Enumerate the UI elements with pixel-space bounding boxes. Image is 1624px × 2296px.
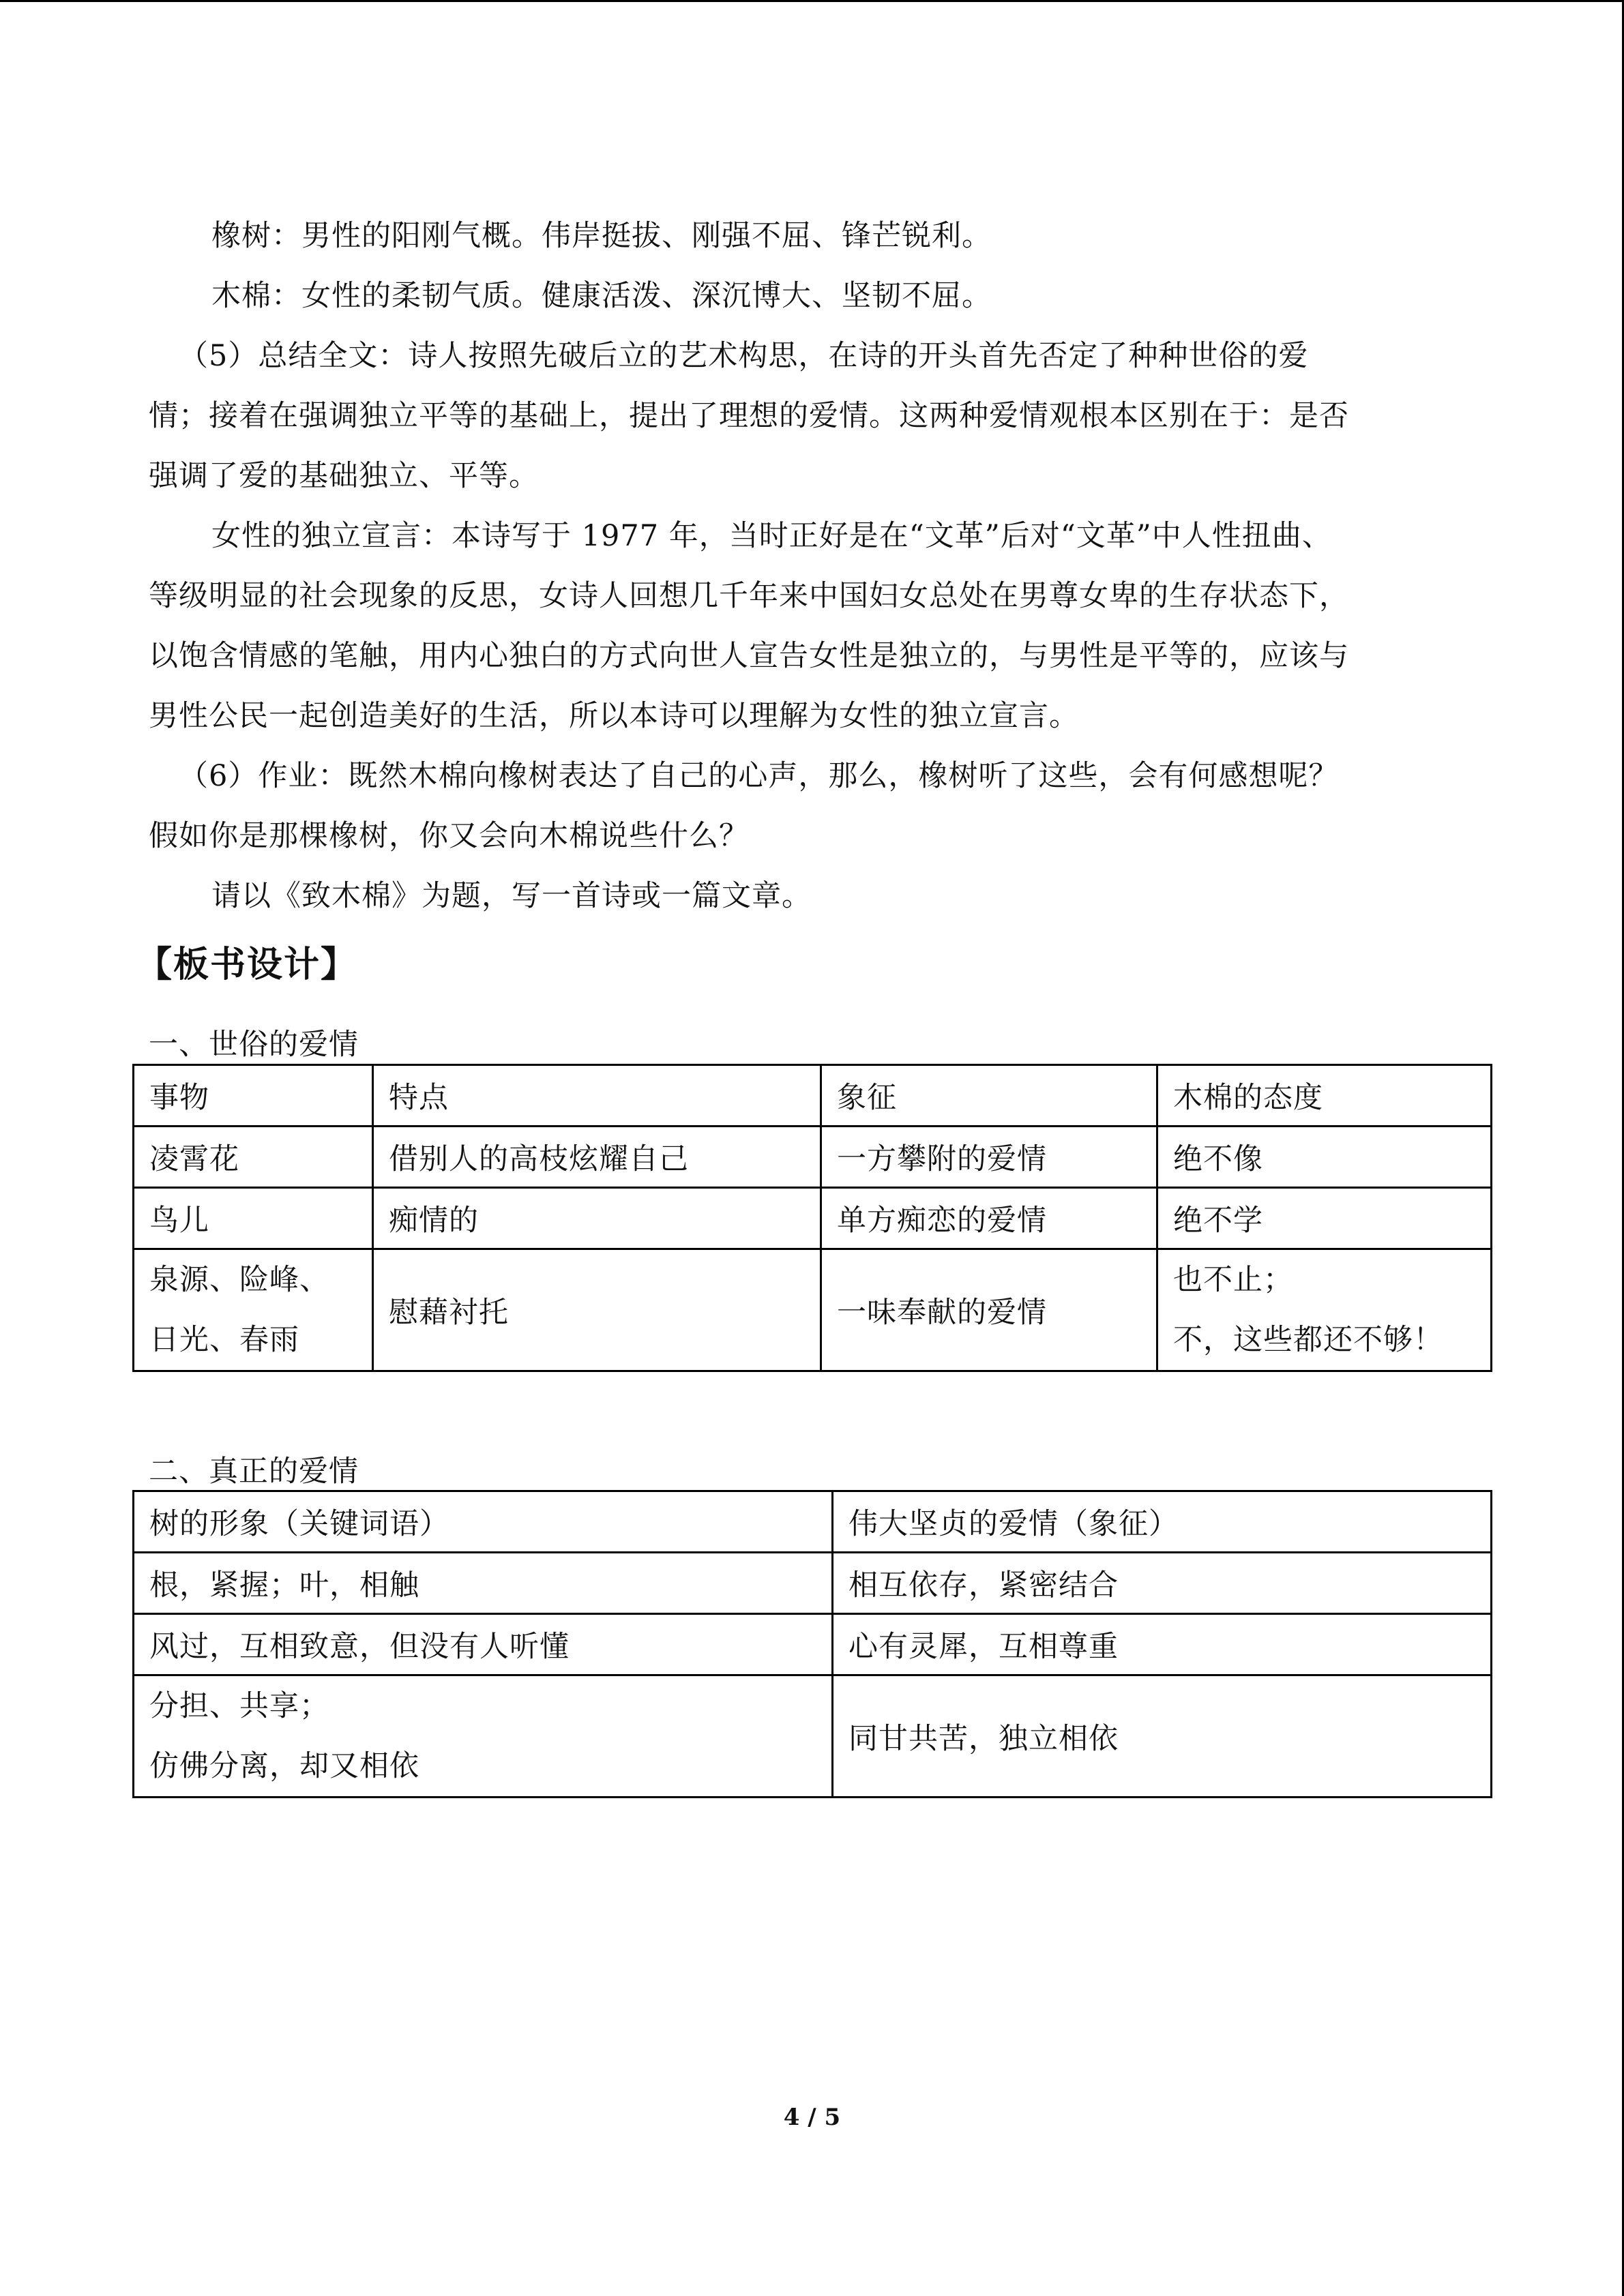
table1-caption: 一、世俗的爱情 <box>149 1028 359 1062</box>
table-cell: 同甘共苦，独立相依 <box>833 1675 1492 1798</box>
table-header-cell: 木棉的态度 <box>1157 1065 1492 1127</box>
table-cell: 一味奉献的爱情 <box>821 1249 1157 1371</box>
table-row <box>134 1127 1492 1188</box>
table-cell: 根，紧握；叶，相触 <box>134 1553 833 1614</box>
cell-line: 仿佛分离，却又相依 <box>149 1749 419 1783</box>
table-row <box>134 1065 1492 1127</box>
table-header-cell: 树的形象（关键词语） <box>134 1491 833 1553</box>
table-row <box>134 1675 1492 1798</box>
table-cell: 慰藉衬托 <box>373 1249 821 1371</box>
section-heading-blackboard-design: 【板书设计】 <box>136 944 358 985</box>
table2-caption: 二、真正的爱情 <box>149 1455 359 1489</box>
page-number: 4 / 5 <box>783 2104 841 2131</box>
table-cell <box>134 1249 373 1371</box>
paragraph-declaration-line4: 男性公民一起创造美好的生活，所以本诗可以理解为女性的独立宣言。 <box>149 699 1079 733</box>
paragraph-declaration-line3: 以饱含情感的笔触，用内心独白的方式向世人宣告女性是独立的，与男性是平等的，应该与 <box>149 639 1349 673</box>
cell-line: 泉源、险峰、 <box>149 1263 329 1297</box>
cell-line: 分担、共享； <box>149 1689 329 1723</box>
table-cell: 单方痴恋的爱情 <box>821 1188 1157 1249</box>
table-header-cell: 象征 <box>821 1065 1157 1127</box>
table-row <box>134 1491 1492 1553</box>
table-cell: 痴情的 <box>373 1188 821 1249</box>
table-header-cell: 事物 <box>134 1065 373 1127</box>
paragraph-summary-line2: 情；接着在强调独立平等的基础上，提出了理想的爱情。这两种爱情观根本区别在于：是否 <box>149 399 1349 433</box>
table-header-cell: 伟大坚贞的爱情（象征） <box>833 1491 1492 1553</box>
paragraph-kapok: 木棉：女性的柔韧气质。健康活泼、深沉博大、坚韧不屈。 <box>211 279 992 313</box>
table-cell: 凌霄花 <box>134 1127 373 1188</box>
paragraph-declaration-line1: 女性的独立宣言：本诗写于 1977 年，当时正好是在“文革”后对“文革”中人性扭曲、 <box>211 519 1332 553</box>
table-secular-love <box>132 1064 1492 1372</box>
table-cell: 鸟儿 <box>134 1188 373 1249</box>
table-cell: 绝不学 <box>1157 1188 1492 1249</box>
paragraph-summary-line1: （5）总结全文：诗人按照先破后立的艺术构思，在诗的开头首先否定了种种世俗的爱 <box>179 339 1309 373</box>
table-row <box>134 1249 1492 1371</box>
table-cell: 相互依存，紧密结合 <box>833 1553 1492 1614</box>
table-cell: 风过，互相致意，但没有人听懂 <box>134 1614 833 1675</box>
table-row <box>134 1553 1492 1614</box>
table-cell: 绝不像 <box>1157 1127 1492 1188</box>
paragraph-oak: 橡树：男性的阳刚气概。伟岸挺拔、刚强不屈、锋芒锐利。 <box>211 219 992 253</box>
cell-line: 日光、春雨 <box>149 1323 299 1357</box>
paragraph-homework-line1: （6）作业：既然木棉向橡树表达了自己的心声，那么，橡树听了这些，会有何感想呢？ <box>179 759 1339 793</box>
cell-line: 也不止； <box>1173 1263 1293 1297</box>
table-cell: 心有灵犀，互相尊重 <box>833 1614 1492 1675</box>
paragraph-homework-line2: 假如你是那棵橡树，你又会向木棉说些什么？ <box>149 819 749 853</box>
table-cell: 借别人的高枝炫耀自己 <box>373 1127 821 1188</box>
table-row <box>134 1188 1492 1249</box>
cell-line: 不，这些都还不够！ <box>1173 1323 1443 1357</box>
table-row <box>134 1614 1492 1675</box>
table-cell: 一方攀附的爱情 <box>821 1127 1157 1188</box>
paragraph-summary-line3: 强调了爱的基础独立、平等。 <box>149 459 539 493</box>
table-cell <box>134 1675 833 1798</box>
table-true-love <box>132 1490 1492 1798</box>
paragraph-homework-line3: 请以《致木棉》为题，写一首诗或一篇文章。 <box>211 879 812 913</box>
paragraph-declaration-line2: 等级明显的社会现象的反思，女诗人回想几千年来中国妇女总处在男尊女卑的生存状态下， <box>149 579 1349 613</box>
table-header-cell: 特点 <box>373 1065 821 1127</box>
table-cell <box>1157 1249 1492 1371</box>
